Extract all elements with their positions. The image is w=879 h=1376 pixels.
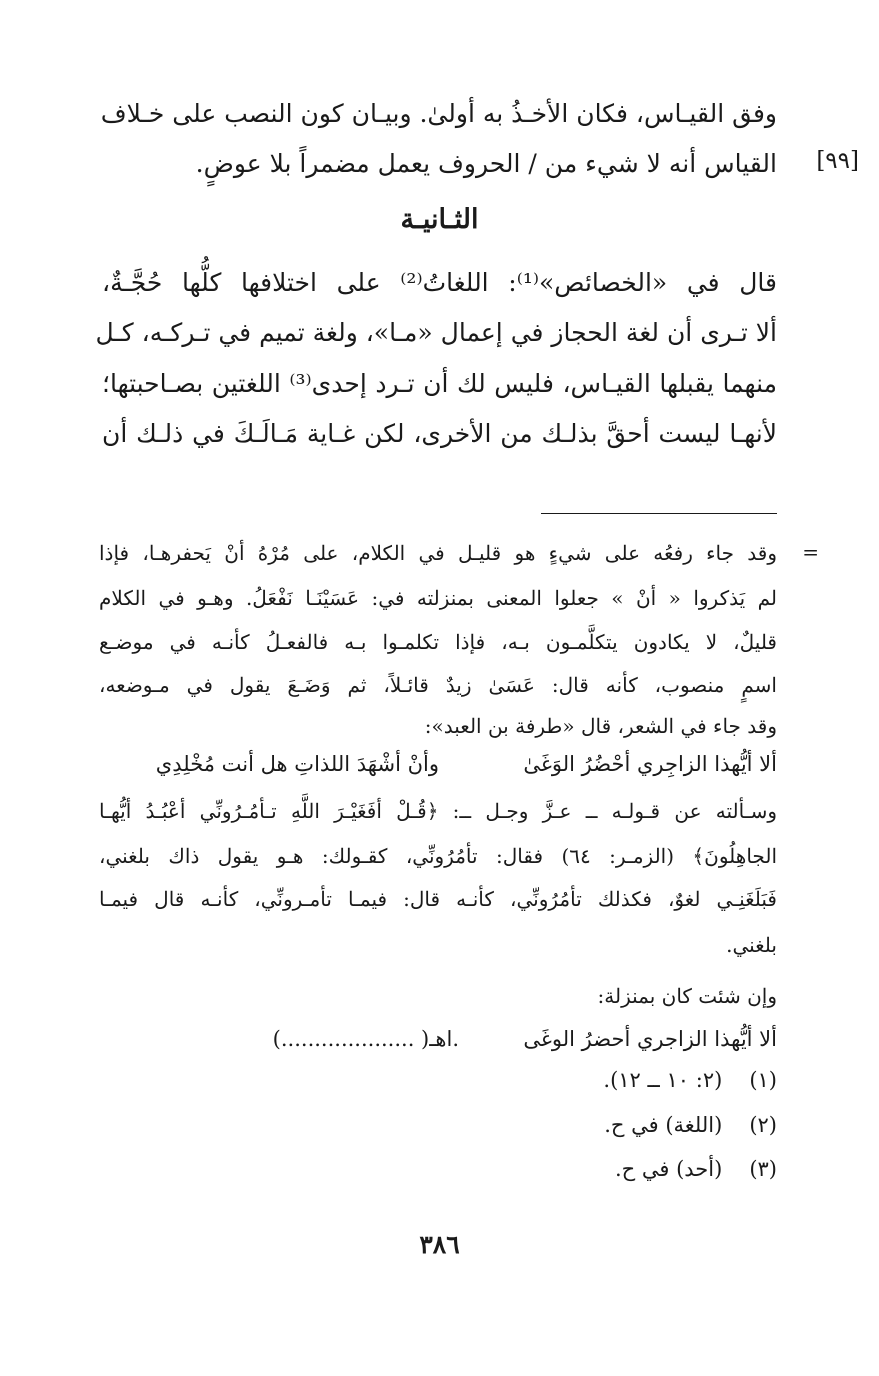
footnote-text-line-1: وقد جاء رفعُه على شيءٍ هو قليـل في الكلام، على مُرْهُ أنْ يَحفرهـا، فإذا <box>99 541 777 565</box>
section-heading: الثـانيـة <box>400 204 479 235</box>
footnote-3 <box>615 1157 777 1181</box>
footnote-1 <box>603 1068 777 1092</box>
margin-page-marker: [٩٩] <box>816 148 859 174</box>
footnote-3-text: (أحد) في ح. <box>614 1157 723 1181</box>
footnote-separator <box>541 513 777 514</box>
page-number: ٣٨٦ <box>419 1230 460 1259</box>
footnote-2-text: (اللغة) في ح. <box>604 1113 723 1137</box>
footnote-2 <box>604 1113 777 1137</box>
verse-second-hemistich: وأنْ أشْهَدَ اللذاتِ هل أنت مُخْلِدِي <box>155 752 439 776</box>
footnote-2-number: (٢) <box>749 1113 777 1137</box>
footnote-text-line-2: لم يَذكروا « أنْ » جعلوا المعنى بمنزلته في: عَسَيْنَـا نَفْعَلُ. وهـو في الكلام <box>99 586 777 610</box>
footnote-1-text: (٢: ١٠ ــ ١٢). <box>603 1068 723 1092</box>
footnote-text-line-7: الجاهِلُونَ﴾ (الزمـر: ٦٤) فقال: تأمُرُونِّي، كقـولك: هـو يقول ذاك بلغني، <box>99 844 777 868</box>
footnote-closing-line: وإن شئت كان بمنزلة: <box>597 984 777 1008</box>
footnote-text-line-8: فَبَلَغَنِـي لغوٌ، فكذلك تأمُرُونِّي، كأنـه قال: فيمـا تأمـرونِّي، كأنـه قال فيمـا <box>99 887 777 911</box>
footnote-text-line-5: وقد جاء في الشعر، قال «طرفة بن العبد»: <box>424 714 777 738</box>
section-line-1: قال في «الخصائص»⁽¹⁾: اللغاتُ⁽²⁾ على اختلافها كلُّها حُجَّـةٌ، <box>102 268 777 297</box>
continuation-mark: = <box>802 540 819 564</box>
closing-verse-dots: (.................... )اهـ. <box>272 1027 459 1051</box>
footnote-text-line-3: قليلٌ، لا يكادون يتكلَّمـون بـه، فإذا تكلمـوا بـه فالفعـلُ كأنـه في موضـع <box>99 630 777 654</box>
main-text-line-2: القياس أنه لا شيء من / الحروف يعمل مضمراً بلا عوضٍ. <box>195 149 777 178</box>
section-line-2: ألا تـرى أن لغة الحجاز في إعمال «مـا»، ولغة تميم في تـركـه، كـل <box>95 318 777 347</box>
footnote-text-line-6: وسـألته عن قـولـه ــ عـزَّ وجـل ــ: ﴿قُـلْ أفَغَيْـرَ اللَّهِ تـأمُـرُونِّي أعْبُـدُ أيُّهـا <box>99 799 777 823</box>
main-text-line-1: وفق القيـاس، فكان الأخـذُ به أولىٰ. وبيـان كون النصب على خـلاف <box>100 99 777 128</box>
closing-verse: ألا أيُّهذا الزاجري أحضرُ الوغَى <box>523 1027 777 1051</box>
footnote-text-line-4: اسمٍ منصوب، كأنه قال: عَسَىٰ زيدٌ قائـلاً، ثم وَضَـعَ يقول في مـوضعه، <box>99 673 777 697</box>
footnote-1-number: (١) <box>749 1068 777 1092</box>
section-line-3: منهما يقبلها القيـاس، فليس لك أن تـرد إحدى⁽³⁾ اللغتين بصـاحبتها؛ <box>102 369 777 398</box>
footnote-3-number: (٣) <box>749 1157 777 1181</box>
footnote-text-line-9: بلغني. <box>726 933 777 957</box>
verse-first-hemistich: ألا أيُّهذا الزاجِري أحْضُرُ الوَغَىٰ <box>523 752 777 776</box>
section-line-4: لأنهـا ليست أحقَّ بذلـك من الأخرى، لكن غـاية مَـالَـكَ في ذلـك أن <box>102 419 777 448</box>
